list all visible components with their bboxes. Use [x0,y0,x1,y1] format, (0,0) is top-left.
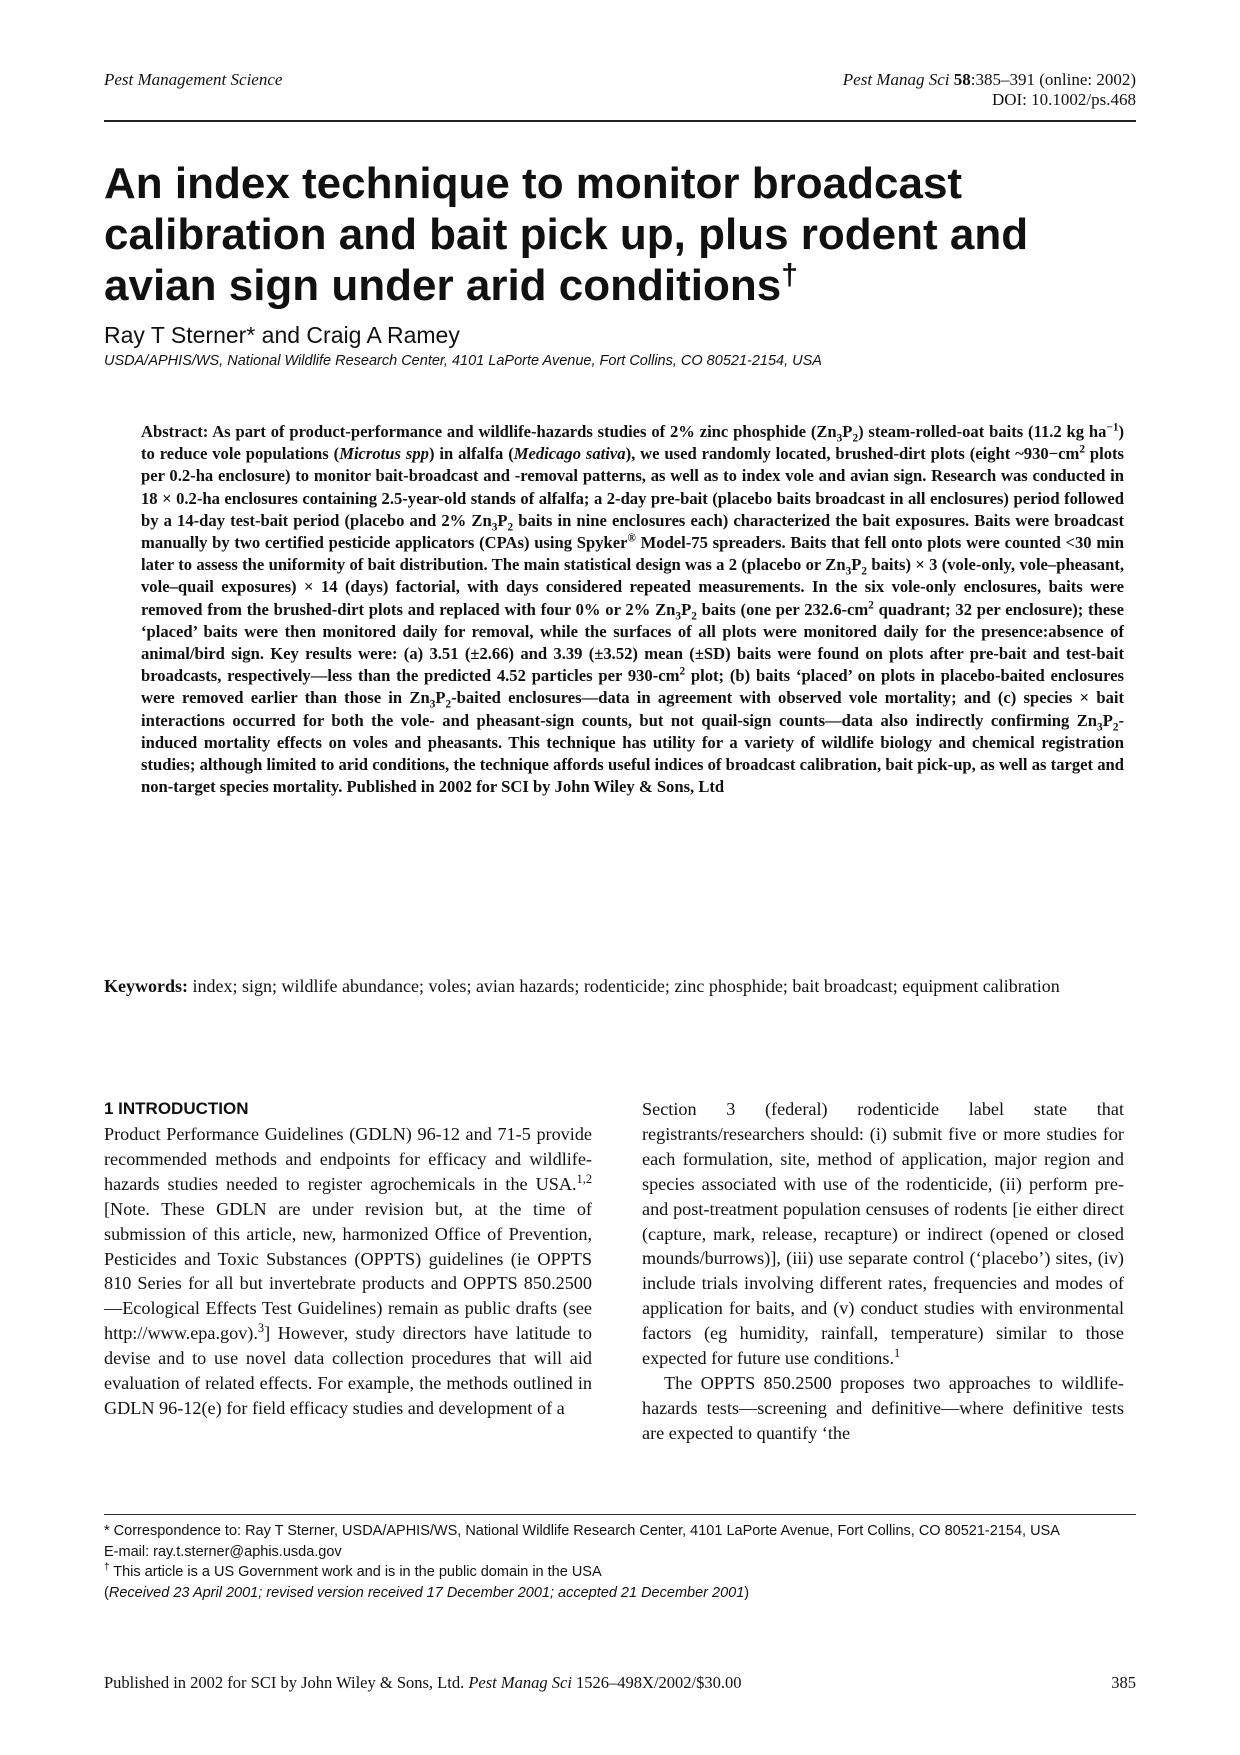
abstract-text: baits in nine enclosures each) characterized the bait exposures. Baits were broadcast manually by two certified pesticide applicators (CPAs) using Spyker [141,510,1125,553]
abstract-text: plot; (b) baits ‘placed’ on plots in placebo-baited enclosures were removed earlier than those in Zn [141,666,1125,708]
citation-ref: 1 [894,1346,901,1360]
subscript: 3 [845,565,852,578]
abstract-text: Model-75 spreaders. Baits that fell onto plots were counted <30 min later to assess the uniformity of bait distribution. The main statistical design was a 2 (placebo or Zn [141,533,1124,575]
footnote-text: This article is a US Government work and is in the public domain in the USA [109,1564,602,1580]
email-footnote: E-mail: ray.t.sterner@aphis.usda.gov [104,1543,342,1560]
footer-issn: 1526–498X/2002/$30.00 [571,1673,742,1692]
citation-ref: 1,2 [576,1171,592,1186]
doi: DOI: 10.1002/ps.468 [991,90,1136,109]
body-text: Product Performance Guidelines (GDLN) 96-12 and 71-5 provide recommended methods and endpoints for efficacy and wildlife-hazards studies needed to register agrochemicals in the USA. [104,1124,592,1194]
superscript: 2 [868,599,874,612]
abstract-text: quadrant; 32 per enclosure); these ‘placed’ baits were then monitored daily for removal, while the surfaces of all plots were monitored daily for the presence:absence of animal/bird sign. Key results were: (a) 3.51 (±2.66) and 3.39 (±3.52) mean (±SD) baits were found on plots after pre-bait and test-bait broadcasts, respectively—less than the predicted 4.52 particles per 930-cm [141,599,1124,686]
public-domain-footnote [104,1562,1124,1583]
abstract-text: -induced mortality effects on voles and pheasants. This technique has utility for a variety of wildlife biology and chemical registration studies; although limited to arid conditions, the technique affords useful indices of broadcast calibration, bait pick-up, as well as target and non-target species mortality. Published in 2002 for SCI by John Wiley & Sons, Ltd [141,710,1124,797]
subscript: 2 [691,609,697,622]
citation-line [843,70,1136,90]
body-column-right [642,1097,1124,1446]
subscript: 2 [445,698,452,711]
subscript: 3 [491,521,498,534]
body-text: Section 3 (federal) rodenticide label state that registrants/researchers should: (i) submit five or more studies for each formulation, site, method of application, major region and species associated with use of the rodenticide, (ii) perform pre- and post-treatment population censuses of rodents [ie either direct (capture, mark, release, recapture) or indirect (opened or closed mounds/burrows)], (iii) use separate control (‘placebo’) sites, (iv) include trials involving different rates, frequencies and modes of application for baits, and (v) conduct studies with environmental factors (eg humidity, rainfall, temperature) similar to those expected for future use conditions. [642,1099,1124,1369]
species-name: Microtus spp [339,444,429,464]
intro-paragraph [642,1097,1124,1371]
keywords-text: index; sign; wildlife abundance; voles; avian hazards; rodenticide; zinc phosphide; bait broadcast; equipment calibration [188,976,1060,996]
abstract-text: Abstract: As part of product-performance and wildlife-hazards studies of 2% zinc phosphide (Zn [141,422,837,441]
abstract-text: baits (one per 232.6-cm [696,599,869,619]
abstract-text: ), we used randomly located, brushed-dirt plots (eight ~930−cm [625,444,1080,464]
species-name: Medicago sativa [513,444,626,464]
keywords [104,974,1124,998]
registered-mark: ® [627,532,636,545]
abstract [141,421,1124,798]
subscript: 3 [675,609,682,622]
keywords-label: Keywords: [104,976,188,996]
received-dates [104,1583,1124,1604]
footnotes [104,1521,1124,1603]
paren: ) [744,1584,750,1601]
article-title [104,158,1124,311]
citation-block [843,70,1136,110]
abstract-text: ) to reduce vole populations ( [141,422,1124,464]
intro-paragraph: The OPPTS 850.2500 proposes two approaches to wildlife-hazards tests—screening and definitive—where definitive tests are expected to quantify ‘the [642,1372,1124,1443]
abstract-text: P [435,688,446,708]
abstract-text: plots per 0.2-ha enclosure) to monitor bait-broadcast and -removal patterns, as well as to index vole and avian sign. Research was conducted in 18 × 0.2-ha enclosures containing 2.5-year-old stands of alfalfa; a 2-day pre-bait (placebo baits broadcast in all enclosures) period followed by a 14-day test-bait period (placebo and 2% Zn [141,444,1125,530]
subscript: 2 [507,521,514,534]
abstract-text: ) in alfalfa ( [428,444,514,464]
footnote-mark: † [104,1562,110,1574]
affiliation: USDA/APHIS/WS, National Wildlife Research Center, 4101 LaPorte Avenue, Fort Collins, CO 80521-2154, USA [104,353,822,369]
footnote-text: Correspondence to: Ray T Sterner, USDA/APHIS/WS, National Wildlife Research Center, 4101 LaPorte Avenue, Fort Collins, CO 80521-2154, USA [109,1523,1060,1539]
footnote-rule [104,1514,1136,1515]
footer-journal: Pest Manag Sci [468,1673,572,1692]
abstract-text: -baited enclosures—data in agreement with observed vole mortality; and (c) species × bait interactions occurred for both the vole- and pheasant-sign counts, but not quail-sign counts—data also indirectly confirming Zn [141,688,1125,730]
subscript: 2 [861,565,868,578]
superscript: 2 [1079,443,1085,456]
authors: Ray T Sterner* and Craig A Ramey [104,322,460,348]
abstract-text: ) steam-rolled-oat baits (11.2 kg ha [858,422,1107,441]
citation-volume: 58 [953,70,971,89]
abstract-text: P [497,510,508,530]
footer-published: Published in 2002 for SCI by John Wiley & Sons, Ltd. [104,1673,469,1692]
subscript: 3 [429,698,436,711]
article-title-text: An index technique to monitor broadcast calibration and bait pick up, plus rodent and avian sign under arid conditions [104,159,1029,310]
section-heading: 1 INTRODUCTION [104,1099,249,1118]
correspondence-footnote [104,1521,1124,1542]
page-number: 385 [1111,1673,1136,1692]
received-text: Received 23 April 2001; revised version received 17 December 2001; accepted 21 December 2001 [108,1584,745,1601]
body-text: ] However, study directors have latitude to devise and to use novel data collection procedures that will aid evaluation of related effects. For example, the methods outlined in GDLN 96-12(e) for field efficacy studies and development of a [104,1323,592,1418]
superscript: 2 [679,665,686,678]
abstract-text: P [1102,710,1113,730]
subscript: 2 [852,432,859,445]
footer-publisher [104,1673,742,1693]
header-rule [104,120,1136,122]
subscript: 3 [1097,720,1103,733]
superscript: −1 [1106,421,1119,434]
journal-name: Pest Management Science [104,70,283,89]
paren: ( [104,1584,109,1601]
body-text: [Note. These GDLN are under revision but, at the time of submission of this article, new, harmonized Office of Prevention, Pesticides and Toxic Substances (OPPTS) guidelines (ie OPPTS 810 Series for all but invertebrate products and OPPTS 850.2500—Ecological Effects Test Guidelines) remain as public drafts (see http://www.epa.gov). [104,1198,592,1344]
footnote-mark: * [104,1523,110,1539]
abstract-text: P [842,422,853,441]
subscript: 3 [836,432,843,445]
abstract-text: P [681,599,692,619]
subscript: 2 [1112,720,1119,733]
citation-ref: 3 [257,1321,265,1336]
body-column-left [104,1097,592,1421]
title-dagger: † [781,258,798,292]
citation-pages: :385–391 (online: 2002) [970,70,1136,89]
abstract-text: baits) × 3 (vole-only, vole–pheasant, vole–quail exposures) × 14 (days) factorial, with days considered repeated measurements. In the six vole-only enclosures, baits were removed from the brushed-dirt plots and replaced with four 0% or 2% Zn [141,555,1124,619]
intro-paragraph [104,1122,592,1421]
citation-journal: Pest Manag Sci [842,70,950,89]
abstract-text: P [851,555,862,575]
